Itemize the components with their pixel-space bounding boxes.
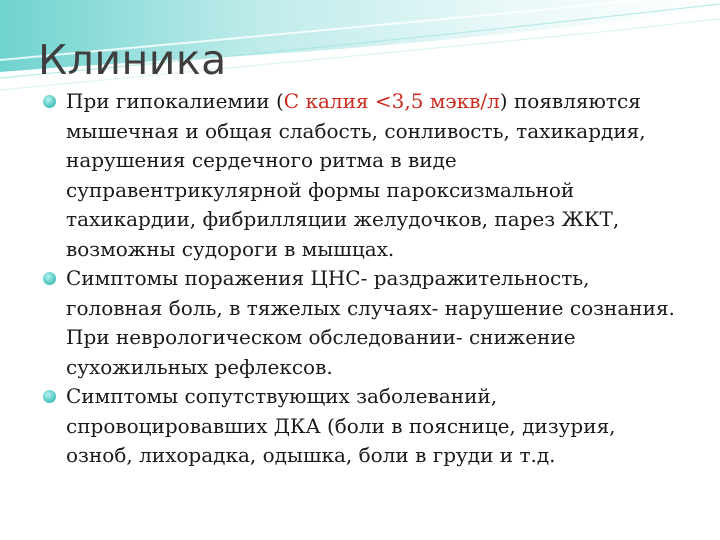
bullet-item <box>40 382 680 471</box>
bullet-text: При гипокалиемии ( <box>66 89 284 113</box>
bullet-marker-icon <box>43 390 56 403</box>
bullet-text: Симптомы поражения ЦНС- раздражительность, головная боль, в тяжелых случаях- нарушение сознания. При неврологическом обследовании- снижение сухожильных рефлексов. <box>66 266 675 379</box>
bullet-item <box>40 87 680 264</box>
slide-title: Клиника <box>38 36 227 84</box>
bullet-marker-icon <box>43 95 56 108</box>
bullet-marker-icon <box>43 272 56 285</box>
bullet-item <box>40 264 680 382</box>
bullet-text: Симптомы сопутствующих заболеваний, спровоцировавших ДКА (боли в пояснице, дизурия, озноб, лихорадка, одышка, боли в груди и т.д. <box>66 384 616 467</box>
bullet-text: ) появляются мышечная и общая слабость, сонливость, тахикардия, нарушения сердечного ритма в виде суправентрикулярной формы пароксизмальной тахикардии, фибрилляции желудочков, парез ЖКТ, возможны судороги в мышцах. <box>66 89 646 261</box>
potassium-highlight: С калия <3,5 мэкв/л <box>283 89 500 113</box>
bullet-list <box>40 87 680 471</box>
